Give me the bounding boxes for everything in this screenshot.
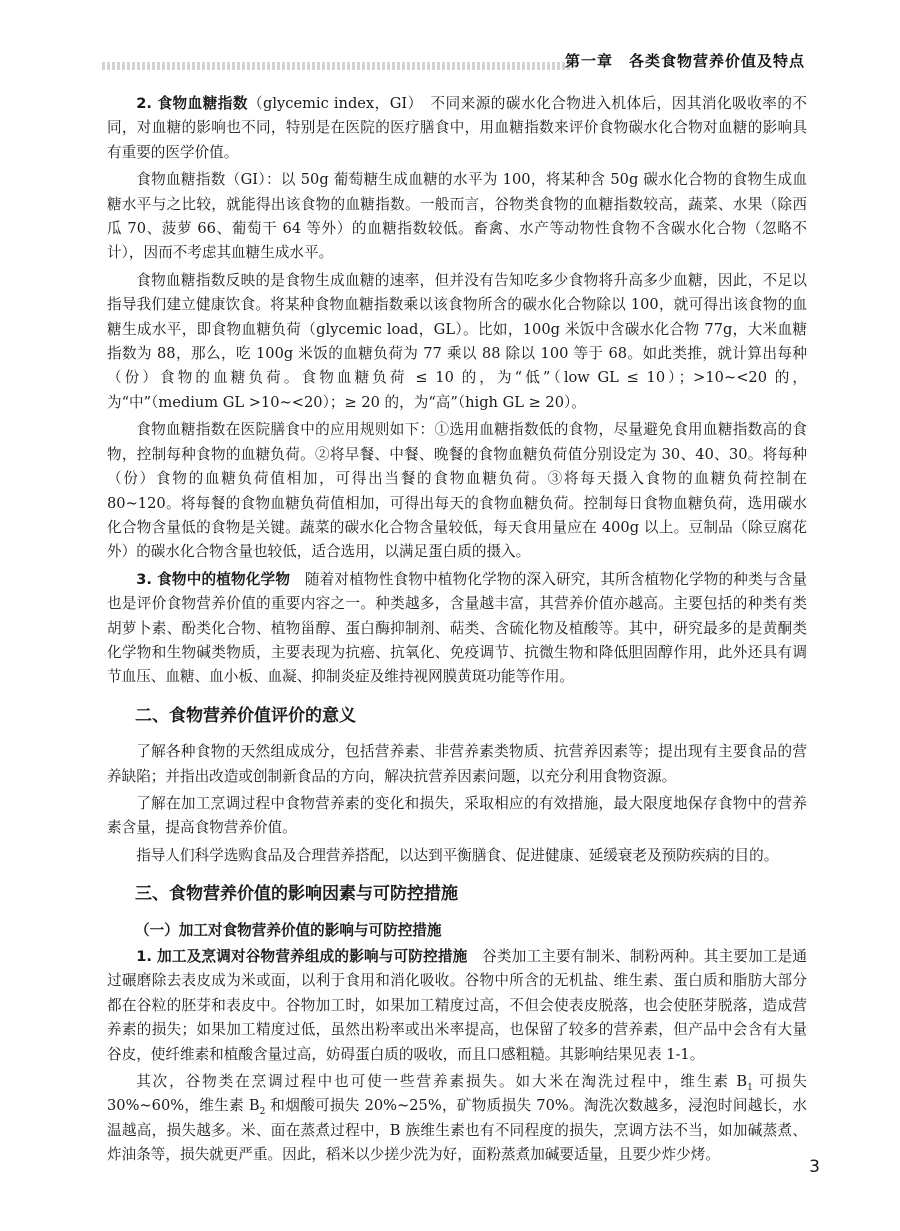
cooking-loss-text-a: 其次，谷物类在烹调过程中也可使一些营养素损失。如大米在淘洗过程中，维生素 B (136, 1073, 748, 1091)
section-two-paragraph-3: 指导人们科学选购食品及合理营养搭配，以达到平衡膳食、促进健康、延缓衰老及预防疾病的目的。 (136, 846, 779, 864)
grain-processing-paragraph (107, 945, 807, 1067)
section-three-subheading: （一）加工对食物营养价值的影响与可防控措施 (135, 921, 442, 939)
cooking-loss-paragraph (107, 1070, 807, 1168)
section-three-heading: 三、食物营养价值的影响因素与可防控措施 (135, 884, 458, 905)
header-decorative-bar (102, 62, 572, 70)
gi-definition-paragraph (107, 92, 807, 165)
running-header (102, 48, 805, 76)
grain-processing-lead: 1. 加工及烹调对谷物营养组成的影响与可防控措施 (136, 948, 468, 965)
phytochemical-text: 随着对植物性食物中植物化学物的深入研究，其所含植物化学物的种类与含量也是评价食物营养价值的重要内容之一。种类越多，含量越丰富，其营养价值亦越高。主要包括的种类有类胡萝卜素、酚类化合物、植物甾醇、蛋白酶抑制剂、萜类、含硫化物及植酸等。其中，研究最多的是黄酮类化学物和生物碱类物质，主要表现为抗癌、抗氧化、免疫调节、抗微生物和降低胆固醇作用，此外还具有调节血压、血糖、血小板、血凝、抑制炎症及维持视网膜黄斑功能等作用。 (107, 570, 807, 686)
vitamin-b2-subscript: 2 (259, 1107, 266, 1118)
grain-processing-text: 谷类加工主要有制米、制粉两种。其主要加工是通过碾磨除去表皮成为米或面，以利于食用和消化吸收。谷物中所含的无机盐、维生素、蛋白质和脂肪大部分都在谷粒的胚芽和表皮中。谷物加工时，如果加工精度过高，不但会使表皮脱落，也会使胚芽脱落，造成营养素的损失；如果加工精度过低，虽然出粉率或出米率提高，也保留了较多的营养素，但产品中会含有大量谷皮，使纤维素和植酸含量过高，妨碍蛋白质的吸收，而且口感粗糙。其影响结果见表 1-1。 (107, 948, 807, 1063)
section-two-paragraph-2: 了解在加工烹调过程中食物营养素的变化和损失，采取相应的有效措施，最大限度地保存食物中的营养素含量，提高食物营养价值。 (107, 794, 807, 837)
gl-paragraph: 食物血糖指数反映的是食物生成血糖的速率，但并没有告知吃多少食物将升高多少血糖，因此，不足以指导我们建立健康饮食。将某种食物血糖指数乘以该食物所含的碳水化合物除以 100，就可得出该食物的血糖生成水平，即食物血糖负荷（glycemic load，GL）。比如，100g 米饭中含碳水化合物 77g，大米血糖指数为 88，那么，吃 100g 米饭的血糖负荷为 77 乘以 88 除以 100 等于 68。如此类推，就计算出每种（份）食物的血糖负荷。食物血糖负荷 ≤ 10 的，为“低”（low GL ≤ 10）；>10~<20 的，为“中”（medium GL >10~<20）；≥ 20 的，为“高”（high GL ≥ 20）。 (107, 271, 807, 411)
section-two-paragraph-1: 了解各种食物的天然组成成分，包括营养素、非营养素类物质、抗营养因素等；提出现有主要食品的营养缺陷；并指出改造或创制新食品的方向，解决抗营养因素问题，以充分利用食物资源。 (107, 743, 807, 785)
phytochemical-lead: 3. 食物中的植物化学物 (136, 570, 291, 588)
section-two-heading: 二、食物营养价值评价的意义 (135, 705, 356, 726)
gi-intro-text: （glycemic index，GI） 不同来源的碳水化合物进入机体后，因其消化吸收率的不同，对血糖的影响也不同，特别是在医院的医疗膳食中，用血糖指数来评价食物碳水化合物对血糖的影响具有重要的医学价值。 (107, 95, 807, 161)
gi-rules-paragraph: 食物血糖指数在医院膳食中的应用规则如下：①选用血糖指数低的食物，尽量避免食用血糖指数高的食物，控制每种食物的血糖负荷。②将早餐、中餐、晚餐的食物血糖负荷值分别设定为 30、40、30。将每种（份）食物的血糖负荷值相加，可得出当餐的食物血糖负荷。③将每天摄入食物的血糖负荷控制在 80~120。将每餐的食物血糖负荷值相加，可得出每天的食物血糖负荷。控制每日食物血糖负荷，选用碳水化合物含量低的食物是关键。蔬菜的碳水化合物含量较低，每天食用量应在 400g 以上。豆制品（除豆腐花外）的碳水化合物含量也较低，适合选用，以满足蛋白质的摄入。 (107, 421, 807, 561)
gi-lead: 2. 食物血糖指数 (136, 95, 248, 112)
cooking-loss-text-b: 可损失 30%~60%，维生素 B (107, 1073, 808, 1115)
chapter-title: 第一章 各类食物营养价值及特点 (564, 52, 805, 70)
gi-explanation-paragraph: 食物血糖指数（GI）：以 50g 葡萄糖生成血糖的水平为 100，将某种含 50g 碳水化合物的食物生成血糖水平与之比较，就能得出该食物的血糖指数。一般而言，谷物类食物的血糖指数较高，蔬菜、水果（除西瓜 70、菠萝 66、葡萄干 64 等外）的血糖指数较低。畜禽、水产等动物性食物不含碳水化合物（忽略不计），因而不考虑其血糖生成水平。 (107, 171, 807, 262)
vitamin-b1-subscript: 1 (747, 1082, 753, 1093)
phytochemical-paragraph (107, 568, 807, 690)
page-body (107, 92, 807, 1168)
page-number: 3 (809, 1157, 820, 1177)
cooking-loss-text-c: 和烟酸可损失 20%~25%，矿物质损失 70%。淘洗次数越多，浸泡时间越长，水温越高，损失越多。米、面在蒸煮过程中，B 族维生素也有不同程度的损失，烹调方法不当，如加碱蒸煮、炸油条等，损失就更严重。因此，稻米以少搓少洗为好，面粉蒸煮加碱要适量，且要少炸少烤。 (107, 1097, 807, 1164)
